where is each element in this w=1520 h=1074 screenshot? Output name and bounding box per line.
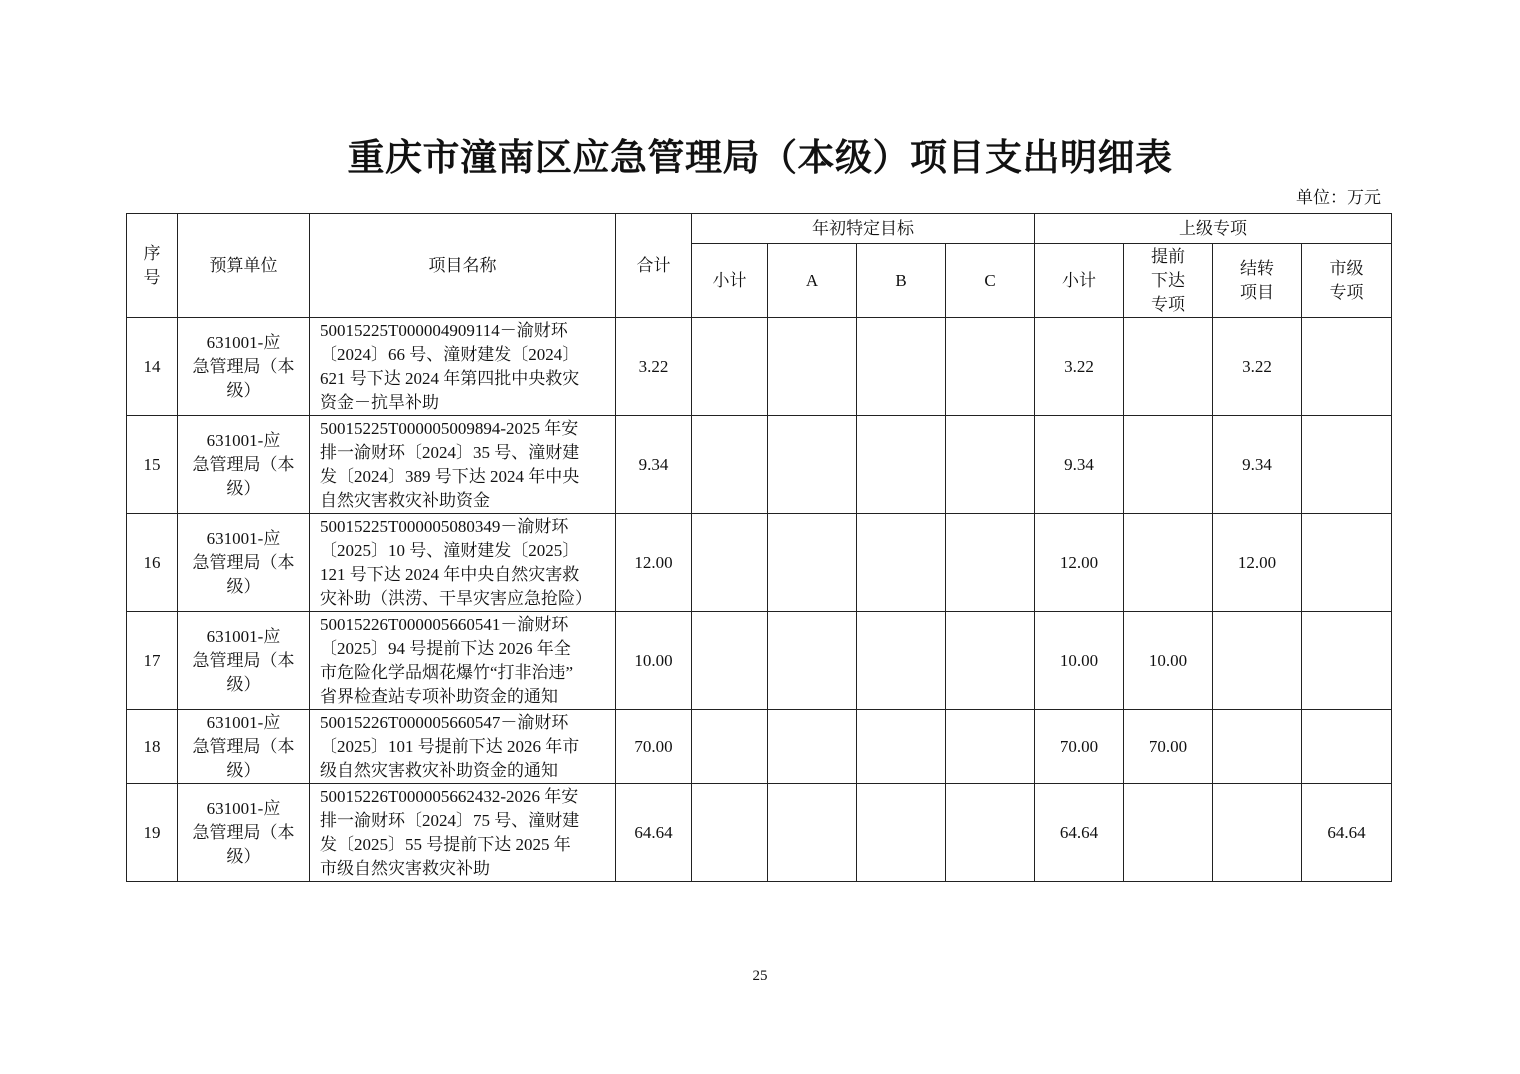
cell-a [768, 416, 857, 514]
cell-carryover-project [1213, 710, 1302, 784]
cell-initial-subtotal [692, 612, 768, 710]
header-initial-subtotal: 小计 [692, 244, 768, 318]
cell-city-special [1302, 710, 1392, 784]
cell-b [857, 318, 946, 416]
header-row-1 [127, 214, 1392, 244]
cell-superior-subtotal: 12.00 [1035, 514, 1124, 612]
cell-carryover-project: 9.34 [1213, 416, 1302, 514]
cell-city-special [1302, 612, 1392, 710]
cell-c [946, 416, 1035, 514]
cell-seq: 16 [127, 514, 178, 612]
cell-budget-unit: 631001-应 急管理局（本 级） [178, 710, 310, 784]
cell-city-special [1302, 318, 1392, 416]
cell-initial-subtotal [692, 416, 768, 514]
header-carryover-project: 结转 项目 [1213, 244, 1302, 318]
cell-city-special [1302, 514, 1392, 612]
header-city-special: 市级 专项 [1302, 244, 1392, 318]
cell-total: 70.00 [616, 710, 692, 784]
cell-superior-subtotal: 64.64 [1035, 784, 1124, 882]
cell-budget-unit: 631001-应 急管理局（本 级） [178, 612, 310, 710]
header-group-superior-special: 上级专项 [1035, 214, 1392, 244]
cell-c [946, 514, 1035, 612]
header-budget-unit: 预算单位 [178, 214, 310, 318]
cell-initial-subtotal [692, 710, 768, 784]
cell-seq: 17 [127, 612, 178, 710]
table-row [127, 612, 1392, 710]
cell-total: 3.22 [616, 318, 692, 416]
cell-initial-subtotal [692, 514, 768, 612]
page-title: 重庆市潼南区应急管理局（本级）项目支出明细表 [347, 135, 1173, 179]
cell-seq: 18 [127, 710, 178, 784]
cell-city-special [1302, 416, 1392, 514]
cell-budget-unit: 631001-应 急管理局（本 级） [178, 514, 310, 612]
cell-project-name: 50015225T000004909114－渝财环 〔2024〕66 号、潼财建发〔2024〕 621 号下达 2024 年第四批中央救灾 资金－抗旱补助 [310, 318, 616, 416]
cell-project-name: 50015225T000005080349－渝财环 〔2025〕10 号、潼财建发〔2025〕 121 号下达 2024 年中央自然灾害救 灾补助（洪涝、干旱灾害应急抢险） [310, 514, 616, 612]
cell-total: 9.34 [616, 416, 692, 514]
cell-superior-subtotal: 70.00 [1035, 710, 1124, 784]
cell-budget-unit: 631001-应 急管理局（本 级） [178, 318, 310, 416]
cell-b [857, 710, 946, 784]
table-row [127, 416, 1392, 514]
cell-carryover-project [1213, 612, 1302, 710]
cell-a [768, 318, 857, 416]
cell-c [946, 612, 1035, 710]
cell-total: 64.64 [616, 784, 692, 882]
cell-b [857, 784, 946, 882]
cell-b [857, 612, 946, 710]
table-row [127, 318, 1392, 416]
header-group-initial-target: 年初特定目标 [692, 214, 1035, 244]
cell-a [768, 612, 857, 710]
cell-city-special: 64.64 [1302, 784, 1392, 882]
cell-carryover-project: 12.00 [1213, 514, 1302, 612]
cell-carryover-project: 3.22 [1213, 318, 1302, 416]
cell-advance-special [1124, 416, 1213, 514]
cell-c [946, 318, 1035, 416]
table-row [127, 710, 1392, 784]
cell-seq: 14 [127, 318, 178, 416]
cell-advance-special [1124, 318, 1213, 416]
unit-note: 单位：万元 [1296, 188, 1381, 207]
cell-advance-special: 70.00 [1124, 710, 1213, 784]
header-col-c: C [946, 244, 1035, 318]
cell-seq: 15 [127, 416, 178, 514]
header-superior-subtotal: 小计 [1035, 244, 1124, 318]
cell-project-name: 50015226T000005660547－渝财环 〔2025〕101 号提前下达 2026 年市 级自然灾害救灾补助资金的通知 [310, 710, 616, 784]
cell-superior-subtotal: 9.34 [1035, 416, 1124, 514]
cell-seq: 19 [127, 784, 178, 882]
cell-b [857, 416, 946, 514]
cell-a [768, 710, 857, 784]
table-row [127, 784, 1392, 882]
cell-a [768, 784, 857, 882]
cell-initial-subtotal [692, 318, 768, 416]
header-seq: 序 号 [127, 214, 178, 318]
header-total: 合计 [616, 214, 692, 318]
cell-total: 10.00 [616, 612, 692, 710]
cell-superior-subtotal: 10.00 [1035, 612, 1124, 710]
cell-project-name: 50015225T000005009894-2025 年安 排一渝财环〔2024〕35 号、潼财建 发〔2024〕389 号下达 2024 年中央 自然灾害救灾补助资金 [310, 416, 616, 514]
header-project-name: 项目名称 [310, 214, 616, 318]
cell-b [857, 514, 946, 612]
header-col-a: A [768, 244, 857, 318]
cell-c [946, 710, 1035, 784]
cell-budget-unit: 631001-应 急管理局（本 级） [178, 416, 310, 514]
header-advance-special: 提前 下达 专项 [1124, 244, 1213, 318]
cell-budget-unit: 631001-应 急管理局（本 级） [178, 784, 310, 882]
cell-advance-special [1124, 514, 1213, 612]
cell-project-name: 50015226T000005660541－渝财环 〔2025〕94 号提前下达 2026 年全 市危险化学品烟花爆竹“打非治违” 省界检查站专项补助资金的通知 [310, 612, 616, 710]
project-expenditure-table [126, 213, 1392, 882]
page-number: 25 [752, 968, 768, 984]
cell-advance-special [1124, 784, 1213, 882]
table-row [127, 514, 1392, 612]
cell-total: 12.00 [616, 514, 692, 612]
cell-initial-subtotal [692, 784, 768, 882]
cell-carryover-project [1213, 784, 1302, 882]
cell-advance-special: 10.00 [1124, 612, 1213, 710]
header-col-b: B [857, 244, 946, 318]
cell-superior-subtotal: 3.22 [1035, 318, 1124, 416]
cell-c [946, 784, 1035, 882]
cell-a [768, 514, 857, 612]
cell-project-name: 50015226T000005662432-2026 年安 排一渝财环〔2024〕75 号、潼财建 发〔2025〕55 号提前下达 2025 年 市级自然灾害救灾补助 [310, 784, 616, 882]
